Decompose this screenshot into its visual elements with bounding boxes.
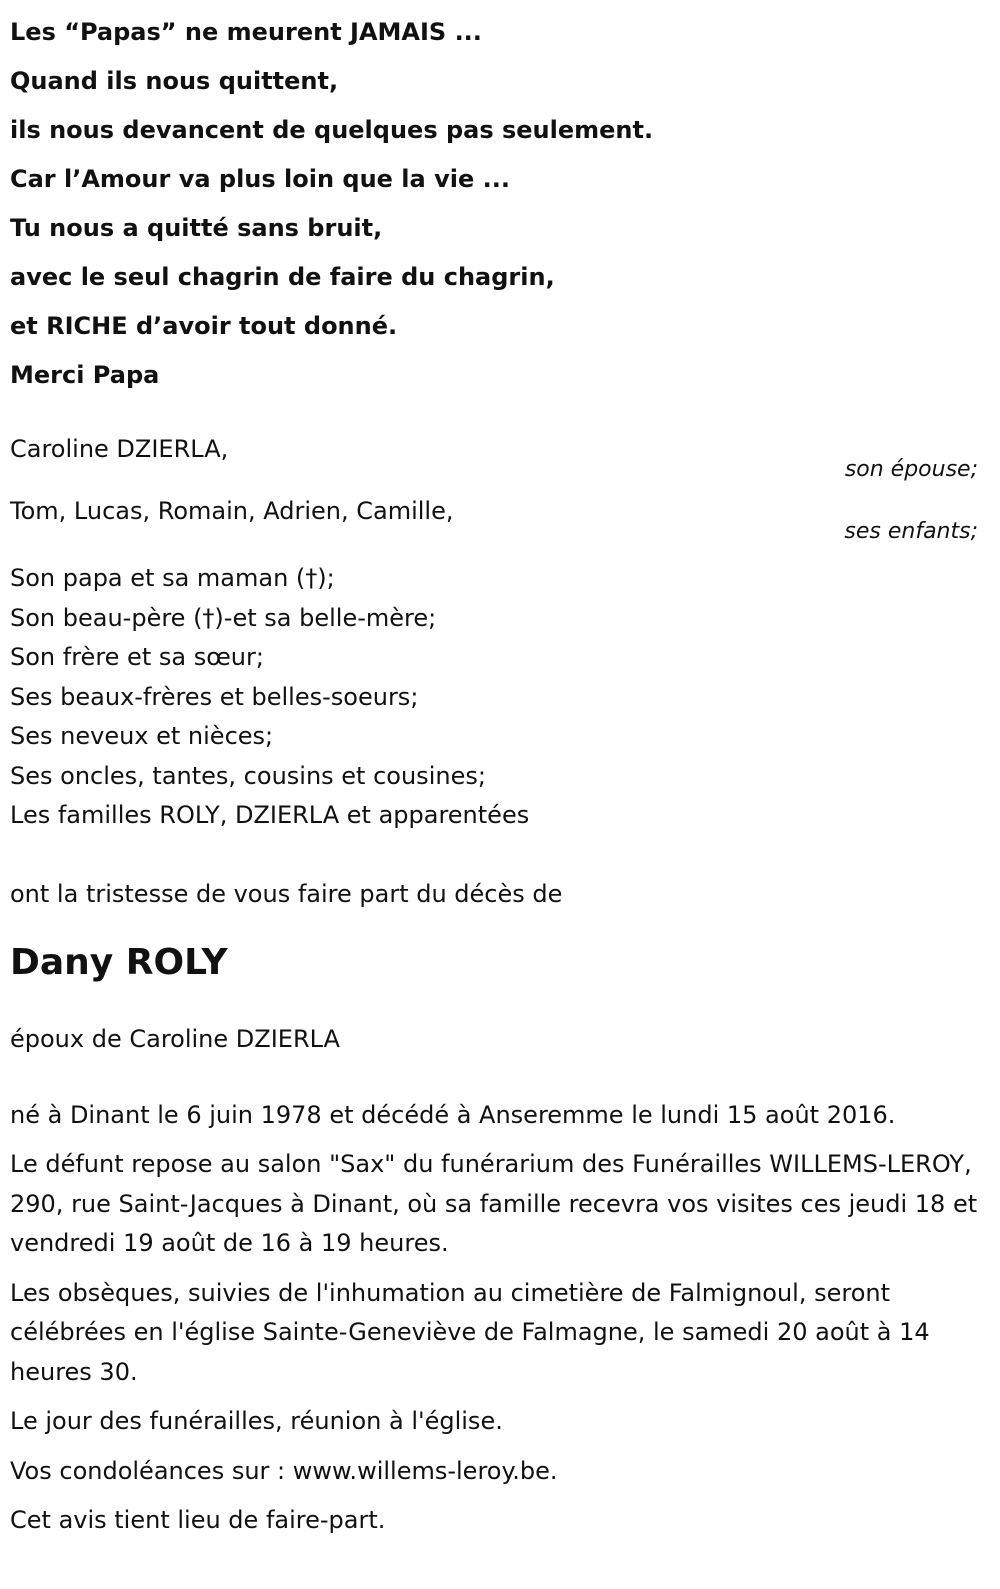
poem-line: avec le seul chagrin de faire du chagrin, bbox=[10, 263, 555, 291]
relative-line: Ses neveux et nièces; bbox=[10, 722, 274, 750]
poem bbox=[10, 8, 978, 400]
family-row-spouse bbox=[10, 435, 978, 497]
relative-line: Son beau-père (†)-et sa belle-mère; bbox=[10, 603, 437, 632]
spouse-name: Caroline DZIERLA, bbox=[10, 435, 229, 463]
relatives-list bbox=[10, 559, 978, 836]
obituary-notice bbox=[10, 0, 978, 1541]
announcement: ont la tristesse de vous faire part du décès de bbox=[10, 879, 563, 908]
poem-line: ils nous devancent de quelques pas seulement. bbox=[10, 116, 654, 144]
relative-line: Son papa et sa maman (†); bbox=[10, 564, 335, 592]
poem-line: Les “Papas” ne meurent JAMAIS ... bbox=[10, 18, 482, 46]
poem-line: Quand ils nous quittent, bbox=[10, 67, 339, 95]
meeting-paragraph: Le jour des funérailles, réunion à l'église. bbox=[10, 1407, 503, 1435]
funeral-paragraph: Les obsèques, suivies de l'inhumation au cimetière de Falmignoul, seront célébrées en l'église Sainte-Geneviève de Falmagne, le samedi 20 août à 14 heures 30. bbox=[10, 1278, 930, 1386]
relative-line: Ses oncles, tantes, cousins et cousines; bbox=[10, 761, 486, 790]
relative-line: Les familles ROLY, DZIERLA et apparentées bbox=[10, 801, 530, 829]
family-row-children bbox=[10, 497, 978, 559]
poem-line: Merci Papa bbox=[10, 361, 160, 389]
poem-line: Tu nous a quitté sans bruit, bbox=[10, 214, 383, 242]
children-role: ses enfants; bbox=[844, 519, 978, 544]
poem-line: et RICHE d’avoir tout donné. bbox=[10, 312, 398, 340]
deceased-name: Dany ROLY bbox=[10, 941, 228, 983]
relative-line: Ses beaux-frères et belles-soeurs; bbox=[10, 682, 419, 711]
condolences-paragraph: Vos condoléances sur : www.willems-leroy.be. bbox=[10, 1456, 558, 1485]
spouse-role: son épouse; bbox=[844, 457, 978, 482]
notice-paragraph: Cet avis tient lieu de faire-part. bbox=[10, 1506, 386, 1534]
relative-line: Son frère et sa sœur; bbox=[10, 643, 264, 671]
birth-death-paragraph: né à Dinant le 6 juin 1978 et décédé à Anseremme le lundi 15 août 2016. bbox=[10, 1100, 896, 1129]
poem-line: Car l’Amour va plus loin que la vie ... bbox=[10, 165, 510, 193]
spouse-of: époux de Caroline DZIERLA bbox=[10, 1024, 340, 1053]
family-list bbox=[10, 435, 978, 559]
children-names: Tom, Lucas, Romain, Adrien, Camille, bbox=[10, 497, 454, 525]
visitation-paragraph: Le défunt repose au salon "Sax" du funérarium des Funérailles WILLEMS-LEROY, 290, rue Saint-Jacques à Dinant, où sa famille recevra vos visites ces jeudi 18 et vendredi 19 août de 16 à 19 heures. bbox=[10, 1150, 978, 1257]
